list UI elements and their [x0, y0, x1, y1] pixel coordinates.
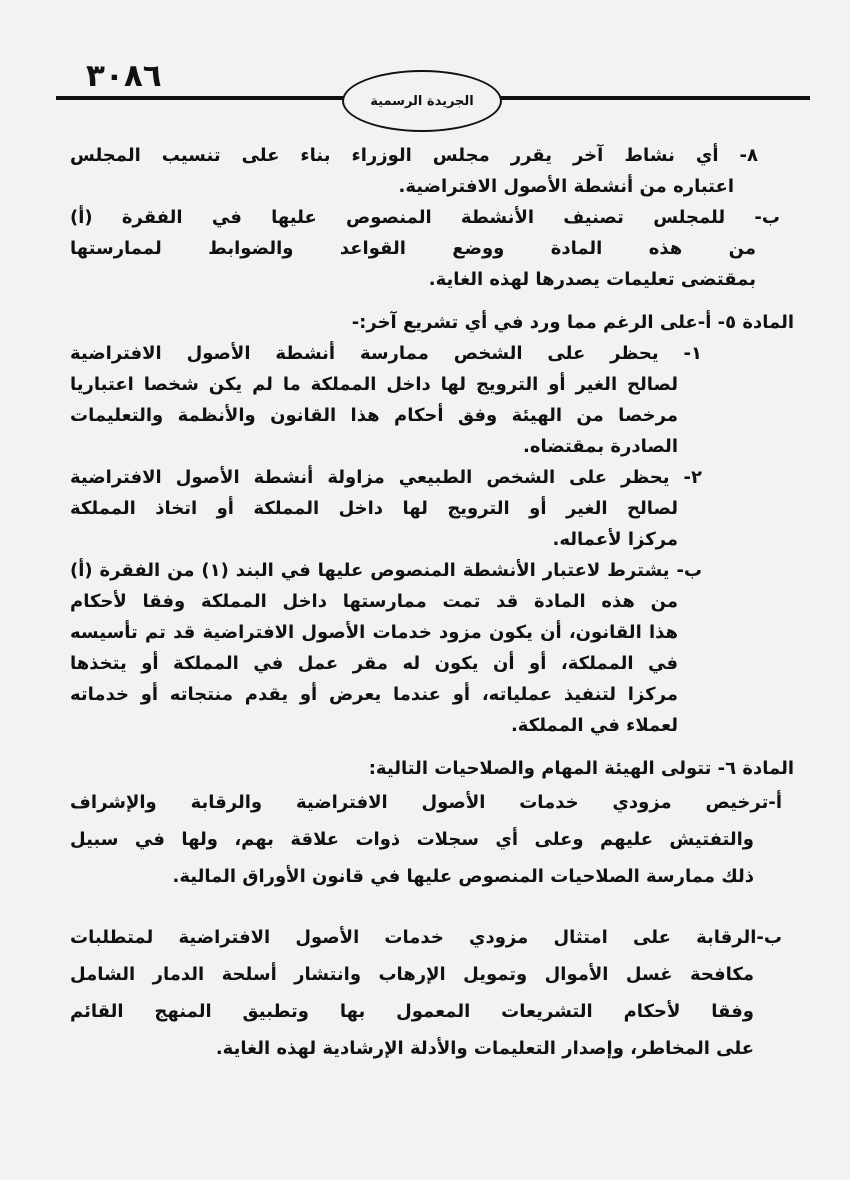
text-line: هذا القانون، أن يكون مزود خدمات الأصول الافتراضية قد تم تأسيسه	[70, 622, 678, 643]
text-line: لصالح الغير أو الترويج لها داخل المملكة ما لم يكن شخصا اعتباريا	[70, 374, 678, 395]
paragraph-article5-b	[70, 555, 702, 741]
text-line: لعملاء في المملكة.	[510, 715, 678, 736]
text-line: من هذه المادة ووضع القواعد والضوابط لممارستها	[70, 238, 756, 259]
paragraph-article6-b	[70, 919, 782, 1067]
publication-title: الجريدة الرسمية	[370, 93, 474, 109]
text-line: المادة ٦- تتولى الهيئة المهام والصلاحيات التالية:	[368, 758, 794, 779]
paragraph-item-b1	[70, 202, 780, 295]
text-line: ذلك ممارسة الصلاحيات المنصوص عليها في قانون الأوراق المالية.	[172, 866, 754, 887]
text-line: وفقا لأحكام التشريعات المعمول بها وتطبيق المنهج القائم	[70, 1001, 754, 1022]
article-5-heading	[70, 307, 794, 338]
masthead-oval	[342, 70, 502, 132]
text-line: ب- للمجلس تصنيف الأنشطة المنصوص عليها في الفقرة (أ)	[70, 207, 780, 228]
text-line: في المملكة، أو أن يكون له مقر عمل في المملكة أو يتخذها	[70, 653, 678, 674]
text-line: ٨- أي نشاط آخر يقرر مجلس الوزراء بناء على تنسيب المجلس	[70, 145, 758, 166]
text-line: مركزا لتنفيذ عملياته، أو عندما يعرض أو يقدم منتجاته أو خدماته	[70, 684, 678, 705]
text-line: الصادرة بمقتضاه.	[522, 436, 678, 457]
document-body	[70, 140, 794, 1067]
text-line: مرخصا من الهيئة وفق أحكام هذا القانون والأنظمة والتعليمات	[70, 405, 678, 426]
text-line: ١- يحظر على الشخص ممارسة أنشطة الأصول الافتراضية	[70, 343, 702, 364]
text-line: المادة ٥- أ-على الرغم مما ورد في أي تشريع آخر:-	[351, 312, 794, 333]
paragraph-item-8	[70, 140, 758, 202]
text-line: اعتباره من أنشطة الأصول الافتراضية.	[398, 176, 734, 197]
paragraph-article5-item1	[70, 338, 702, 462]
text-line: أ-ترخيص مزودي خدمات الأصول الافتراضية والرقابة والإشراف	[70, 792, 782, 813]
text-line: ب-الرقابة على امتثال مزودي خدمات الأصول الافتراضية لمتطلبات	[70, 927, 782, 948]
page-number: ٣٠٨٦	[86, 58, 162, 94]
text-line: مكافحة غسل الأموال وتمويل الإرهاب وانتشار أسلحة الدمار الشامل	[70, 964, 754, 985]
text-line: مركزا لأعماله.	[552, 529, 678, 550]
text-line: ٢- يحظر على الشخص الطبيعي مزاولة أنشطة الأصول الافتراضية	[70, 467, 702, 488]
text-line: من هذه المادة قد تمت ممارستها داخل المملكة وفقا لأحكام	[70, 591, 678, 612]
text-line: ب- يشترط لاعتبار الأنشطة المنصوص عليها في البند (١) من الفقرة (أ)	[70, 560, 703, 581]
text-line: والتفتيش عليهم وعلى أي سجلات ذوات علاقة بهم، ولها في سبيل	[70, 829, 754, 850]
text-line: بمقتضى تعليمات يصدرها لهذه الغاية.	[428, 269, 756, 290]
paragraph-article6-a	[70, 784, 782, 895]
article-6-heading	[70, 753, 794, 784]
paragraph-article5-item2	[70, 462, 702, 555]
text-line: على المخاطر، وإصدار التعليمات والأدلة الإرشادية لهذه الغاية.	[215, 1038, 754, 1059]
text-line: لصالح الغير أو الترويج لها داخل المملكة أو اتخاذ المملكة	[70, 498, 678, 519]
